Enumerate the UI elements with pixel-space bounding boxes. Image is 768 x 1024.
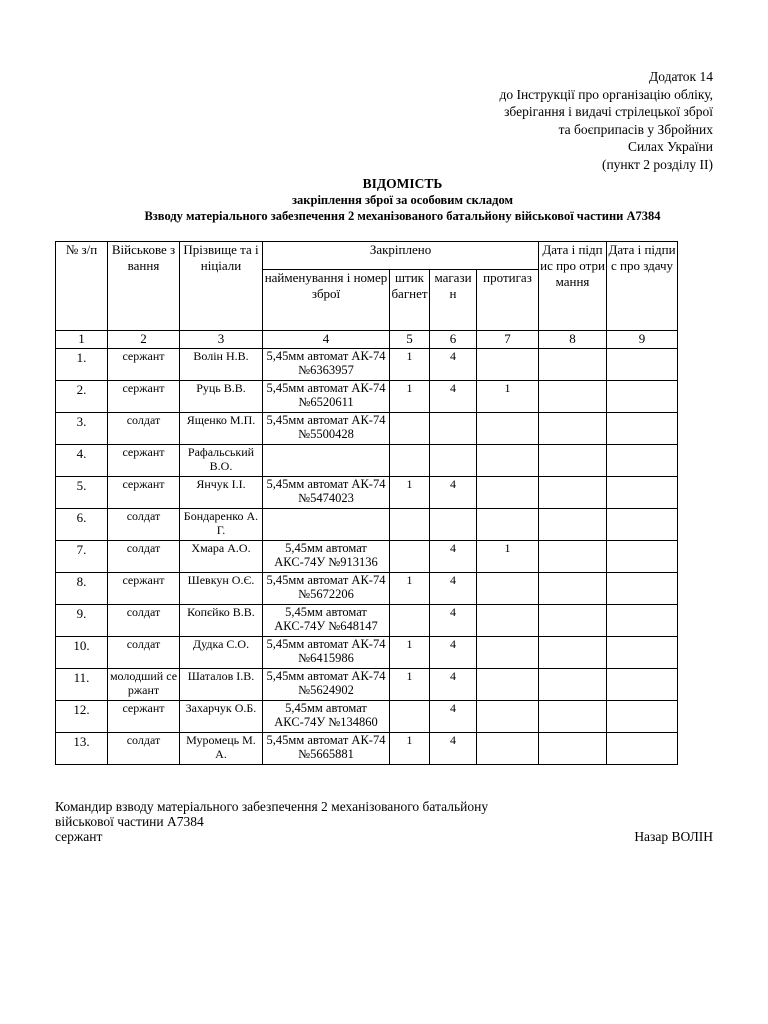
- row-rank: солдат: [108, 733, 180, 765]
- row-weapon: 5,45мм автомат АКС-74У №648147: [263, 605, 390, 637]
- row-returned-signature: [607, 573, 678, 605]
- header-name: Прізвище та ініціали: [180, 242, 263, 331]
- footer-signature-block: [55, 799, 713, 844]
- unit-title: Взводу матеріального забезпечення 2 механізованого батальйону військової частини А7384: [144, 209, 661, 223]
- column-number: 7: [477, 331, 539, 349]
- row-name: Бондаренко А.Г.: [180, 509, 263, 541]
- table-body: [56, 349, 678, 765]
- row-magazine: 4: [430, 477, 477, 509]
- table-row: [56, 413, 678, 445]
- header-rank: Військове звання: [108, 242, 180, 331]
- row-rank: солдат: [108, 509, 180, 541]
- row-number: 6.: [56, 509, 108, 541]
- row-bayonet: [390, 509, 430, 541]
- row-weapon: 5,45мм автомат АК-74 №5665881: [263, 733, 390, 765]
- row-bayonet: 1: [390, 733, 430, 765]
- row-number: 13.: [56, 733, 108, 765]
- table-row: [56, 541, 678, 573]
- column-number-row: [56, 331, 678, 349]
- row-name: Ященко М.П.: [180, 413, 263, 445]
- header-magazine: магазин: [430, 270, 477, 331]
- row-gasmask: [477, 605, 539, 637]
- row-name: Дудка С.О.: [180, 637, 263, 669]
- column-number: 8: [539, 331, 607, 349]
- row-weapon: 5,45мм автомат АК-74 №6520611: [263, 381, 390, 413]
- column-number: 6: [430, 331, 477, 349]
- row-gasmask: [477, 349, 539, 381]
- column-number: 3: [180, 331, 263, 349]
- row-received-signature: [539, 509, 607, 541]
- row-returned-signature: [607, 637, 678, 669]
- row-name: Шевкун О.Є.: [180, 573, 263, 605]
- table-row: [56, 477, 678, 509]
- row-returned-signature: [607, 669, 678, 701]
- row-gasmask: [477, 701, 539, 733]
- row-weapon: 5,45мм автомат АК-74 №5500428: [263, 413, 390, 445]
- row-weapon: 5,45мм автомат АК-74 №5672206: [263, 573, 390, 605]
- row-number: 12.: [56, 701, 108, 733]
- row-magazine: 4: [430, 733, 477, 765]
- row-returned-signature: [607, 541, 678, 573]
- row-magazine: 4: [430, 669, 477, 701]
- table-row: [56, 509, 678, 541]
- row-bayonet: [390, 541, 430, 573]
- row-number: 1.: [56, 349, 108, 381]
- row-gasmask: 1: [477, 541, 539, 573]
- column-number: 9: [607, 331, 678, 349]
- document-subtitle: закріплення зброї за особовим складом: [292, 193, 513, 207]
- row-returned-signature: [607, 381, 678, 413]
- row-received-signature: [539, 637, 607, 669]
- table-row: [56, 733, 678, 765]
- row-weapon: 5,45мм автомат АК-74 №5474023: [263, 477, 390, 509]
- row-weapon: 5,45мм автомат АКС-74У №134860: [263, 701, 390, 733]
- row-rank: солдат: [108, 605, 180, 637]
- row-received-signature: [539, 381, 607, 413]
- row-returned-signature: [607, 701, 678, 733]
- row-weapon: 5,45мм автомат АК-74 №6415986: [263, 637, 390, 669]
- row-number: 2.: [56, 381, 108, 413]
- row-gasmask: [477, 477, 539, 509]
- row-name: Янчук І.І.: [180, 477, 263, 509]
- table-row: [56, 669, 678, 701]
- row-gasmask: [477, 573, 539, 605]
- row-bayonet: 1: [390, 349, 430, 381]
- commander-unit: військової частини А7384: [55, 814, 204, 829]
- row-name: Муромець М.А.: [180, 733, 263, 765]
- row-rank: сержант: [108, 445, 180, 477]
- row-rank: солдат: [108, 637, 180, 669]
- row-returned-signature: [607, 445, 678, 477]
- row-returned-signature: [607, 349, 678, 381]
- header-returned: Дата і підпис про здачу: [607, 242, 678, 331]
- row-received-signature: [539, 445, 607, 477]
- row-magazine: 4: [430, 701, 477, 733]
- row-name: Шаталов І.В.: [180, 669, 263, 701]
- appendix-line: Додаток 14: [649, 69, 713, 84]
- row-received-signature: [539, 573, 607, 605]
- row-bayonet: [390, 445, 430, 477]
- row-weapon: [263, 445, 390, 477]
- row-magazine: 4: [430, 637, 477, 669]
- row-received-signature: [539, 349, 607, 381]
- weapons-register-table: [55, 241, 678, 765]
- appendix-line: до Інструкції про організацію обліку,: [499, 86, 713, 102]
- row-bayonet: 1: [390, 381, 430, 413]
- row-magazine: [430, 509, 477, 541]
- row-number: 3.: [56, 413, 108, 445]
- header-gasmask: протигаз: [477, 270, 539, 331]
- header-weapon: найменування і номер зброї: [263, 270, 390, 331]
- row-gasmask: [477, 445, 539, 477]
- row-magazine: [430, 413, 477, 445]
- row-gasmask: 1: [477, 381, 539, 413]
- row-bayonet: 1: [390, 573, 430, 605]
- row-weapon: 5,45мм автомат АКС-74У №913136: [263, 541, 390, 573]
- row-returned-signature: [607, 413, 678, 445]
- row-name: Рафальський В.О.: [180, 445, 263, 477]
- row-number: 9.: [56, 605, 108, 637]
- row-gasmask: [477, 637, 539, 669]
- header-bayonet: штик багнет: [390, 270, 430, 331]
- row-number: 10.: [56, 637, 108, 669]
- row-magazine: 4: [430, 349, 477, 381]
- row-name: Хмара А.О.: [180, 541, 263, 573]
- column-number: 4: [263, 331, 390, 349]
- row-weapon: [263, 509, 390, 541]
- appendix-line: та боєприпасів у Збройних: [558, 121, 713, 137]
- row-returned-signature: [607, 733, 678, 765]
- row-magazine: 4: [430, 573, 477, 605]
- document-title: ВІДОМІСТЬ: [362, 176, 443, 191]
- row-received-signature: [539, 541, 607, 573]
- commander-rank: сержант: [55, 829, 103, 844]
- header-assigned: Закріплено: [263, 242, 539, 270]
- row-returned-signature: [607, 605, 678, 637]
- row-received-signature: [539, 477, 607, 509]
- row-weapon: 5,45мм автомат АК-74 №5624902: [263, 669, 390, 701]
- row-magazine: 4: [430, 381, 477, 413]
- row-gasmask: [477, 413, 539, 445]
- table-row: [56, 445, 678, 477]
- row-bayonet: [390, 413, 430, 445]
- appendix-line: Силах України: [628, 139, 713, 154]
- row-number: 11.: [56, 669, 108, 701]
- row-weapon: 5,45мм автомат АК-74 №6363957: [263, 349, 390, 381]
- header-number: № з/п: [56, 242, 108, 331]
- row-received-signature: [539, 605, 607, 637]
- row-magazine: 4: [430, 605, 477, 637]
- row-rank: солдат: [108, 413, 180, 445]
- row-magazine: 4: [430, 541, 477, 573]
- row-rank: солдат: [108, 541, 180, 573]
- table-row: [56, 349, 678, 381]
- row-bayonet: 1: [390, 637, 430, 669]
- appendix-line: (пункт 2 розділу ІІ): [601, 156, 713, 172]
- row-bayonet: [390, 701, 430, 733]
- row-number: 5.: [56, 477, 108, 509]
- row-returned-signature: [607, 509, 678, 541]
- row-rank: сержант: [108, 381, 180, 413]
- commander-position: Командир взводу матеріального забезпечення 2 механізованого батальйону: [55, 799, 489, 814]
- row-rank: сержант: [108, 573, 180, 605]
- row-gasmask: [477, 509, 539, 541]
- row-name: Волін Н.В.: [180, 349, 263, 381]
- commander-signature-name: Назар ВОЛІН: [634, 829, 713, 844]
- row-number: 7.: [56, 541, 108, 573]
- row-name: Захарчук О.Б.: [180, 701, 263, 733]
- row-name: Копєйко В.В.: [180, 605, 263, 637]
- table-row: [56, 701, 678, 733]
- row-received-signature: [539, 413, 607, 445]
- appendix-block: [433, 68, 713, 173]
- row-gasmask: [477, 669, 539, 701]
- row-name: Руць В.В.: [180, 381, 263, 413]
- table-row: [56, 637, 678, 669]
- header-received: Дата і підпис про отримання: [539, 242, 607, 331]
- row-bayonet: 1: [390, 669, 430, 701]
- row-rank: сержант: [108, 701, 180, 733]
- column-number: 2: [108, 331, 180, 349]
- appendix-line: зберігання і видачі стрілецької зброї: [504, 104, 713, 119]
- table-row: [56, 573, 678, 605]
- table-row: [56, 381, 678, 413]
- row-magazine: [430, 445, 477, 477]
- row-number: 4.: [56, 445, 108, 477]
- row-received-signature: [539, 701, 607, 733]
- row-number: 8.: [56, 573, 108, 605]
- row-rank: молодший сержант: [108, 669, 180, 701]
- row-received-signature: [539, 669, 607, 701]
- row-rank: сержант: [108, 477, 180, 509]
- table-row: [56, 605, 678, 637]
- row-gasmask: [477, 733, 539, 765]
- column-number: 5: [390, 331, 430, 349]
- row-received-signature: [539, 733, 607, 765]
- row-returned-signature: [607, 477, 678, 509]
- row-rank: сержант: [108, 349, 180, 381]
- row-bayonet: 1: [390, 477, 430, 509]
- row-bayonet: [390, 605, 430, 637]
- column-number: 1: [56, 331, 108, 349]
